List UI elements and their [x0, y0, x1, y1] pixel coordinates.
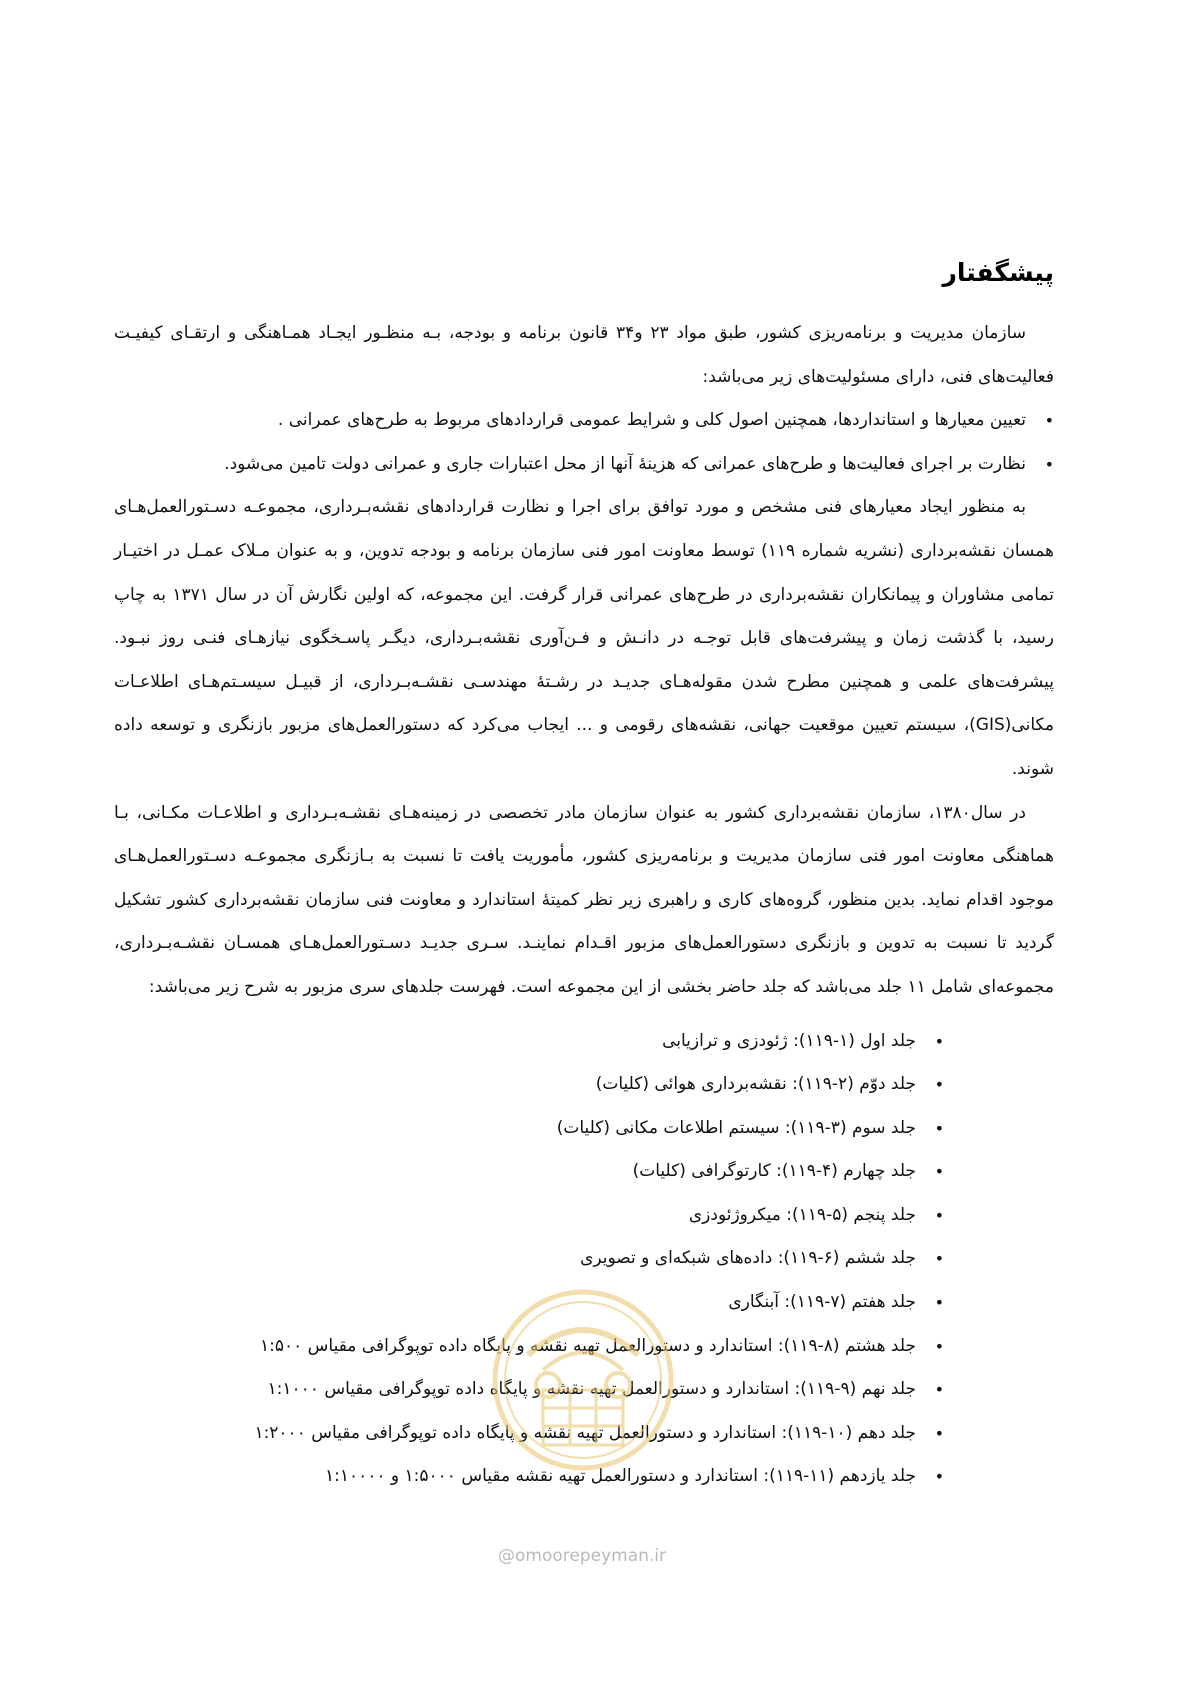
list-item: • جلد دوّم (۲-۱۱۹): نقشه‌برداری هوائی (کلیات): [114, 1063, 916, 1107]
watermark-seal-icon: [488, 1285, 678, 1475]
page-title: پیشگفتار: [942, 258, 1054, 287]
at-icon: @: [498, 1546, 515, 1566]
list-item: • جلد دهم (۱۰-۱۱۹): استاندارد و دستورالعمل تهیه نقشه و پایگاه داده توپوگرافی مقیاس ۱:۲۰۰۰: [114, 1412, 916, 1456]
list-item: • جلد ششم (۶-۱۱۹): داده‌های شبکه‌ای و تصویری: [114, 1237, 916, 1281]
list-item: • جلد نهم (۹-۱۱۹): استاندارد و دستورالعمل تهیه نقشه و پایگاه داده توپوگرافی مقیاس ۱:۱۰۰۰: [114, 1368, 916, 1412]
paragraph-standards-history: به منظور ایجاد معیارهای فنی مشخص و مورد توافق برای اجرا و نظارت قراردادهای نقشه‌بـرداری، مجموعـه دسـتورالعمل‌هـای همسان نقشه‌برداری (نشریه شماره ۱۱۹) توسط معاونت امور فنی سازمان برنامه و بودجه تدوین، و به عنوان مـلاک عمـل در اختیـار تمامی مشاوران و پیمانکاران نقشه‌برداری در طرح‌های عمرانی قرار گرفت. این مجموعه، که اولین نگارش آن در سال ۱۳۷۱ به چاپ رسید، با گذشت زمان و پیشرفت‌های قابل توجـه در دانـش و فـن‌آوری نقشه‌بـرداری، دیگـر پاسـخگوی نیازهـای فنـی روز نبـود. پیشرفت‌های علمی و همچنین مطرح شدن مقوله‌هـای جدیـد در رشـتهٔ مهندسـی نقشـه‌بـرداری، از قبیـل سیسـتم‌هـای اطلاعـات مکانی(GIS)، سیستم تعیین موقعیت جهانی، نقشه‌های رقومی و ... ایجاب می‌کرد که دستورالعمل‌های مزبور بازنگری و توسعه داده شوند.: [114, 497, 1054, 779]
paragraph-revision: در سال۱۳۸۰، سازمان نقشه‌برداری کشور به عنوان سازمان مادر تخصصی در زمینه‌هـای نقشـه‌بـرداری و اطلاعـات مکـانی، بـا هماهنگی معاونت امور فنی سازمان مدیریت و برنامه‌ریزی کشور، مأموریت یافت تا نسبت به بـازنگری مجموعـه دسـتورالعمل‌هـای موجود اقدام نماید. بدین منظور، گروه‌های کاری و راهبری زیر نظر کمیتهٔ استاندارد و معاونت فنی سازمان نقشه‌برداری کشور تشکیل گردید تا نسبت به تدوین و بازنگری دستورالعمل‌های مزبور اقـدام نماینـد. سـری جدیـد دسـتورالعمل‌هـای همسـان نقشـه‌بـرداری، مجموعه‌ای شامل ۱۱ جلد می‌باشد که جلد حاضر بخشی از این مجموعه است. فهرست جلدهای سری مزبور به شرح زیر می‌باشد:: [114, 802, 1054, 997]
list-item: • جلد هشتم (۸-۱۱۹): استاندارد و دستورالعمل تهیه نقشه و پایگاه داده توپوگرافی مقیاس ۱:۵۰۰: [114, 1325, 916, 1369]
list-item: • جلد سوم (۳-۱۱۹): سیستم اطلاعات مکانی (کلیات): [114, 1107, 916, 1151]
watermark-site: omoorepeyman.ir: [515, 1546, 667, 1566]
intro-paragraph: سازمان مدیریت و برنامه‌ریزی کشور، طبق مواد ۲۳ و۳۴ قانون برنامه و بودجه، بـه منظـور ایجـاد همـاهنگی و ارتقـای کیفیـت فعالیت‌های فنی، دارای مسئولیت‌های زیر می‌باشد:: [114, 323, 1054, 387]
watermark-url: [498, 1546, 698, 1566]
list-item: • جلد پنجم (۵-۱۱۹): میکروژئودزی: [114, 1194, 916, 1238]
list-item: • جلد اول (۱-۱۱۹): ژئودزی و ترازیابی: [114, 1020, 916, 1064]
list-item: • تعیین معیارها و استانداردها، همچنین اصول کلی و شرایط عمومی قراردادهای مربوط به طرح‌های عمرانی .: [114, 399, 1026, 443]
list-item: • جلد یازدهم (۱۱-۱۱۹): استاندارد و دستورالعمل تهیه نقشه مقیاس ۱:۵۰۰۰ و ۱:۱۰۰۰۰: [114, 1455, 916, 1499]
responsibilities-list: [114, 399, 1054, 486]
list-item: • نظارت بر اجرای فعالیت‌ها و طرح‌های عمرانی که هزینهٔ آنها از محل اعتبارات جاری و عمرانی دولت تامین می‌شود.: [114, 443, 1026, 487]
list-item: • جلد چهارم (۴-۱۱۹): کارتوگرافی (کلیات): [114, 1150, 916, 1194]
list-item: • جلد هفتم (۷-۱۱۹): آبنگاری: [114, 1281, 916, 1325]
